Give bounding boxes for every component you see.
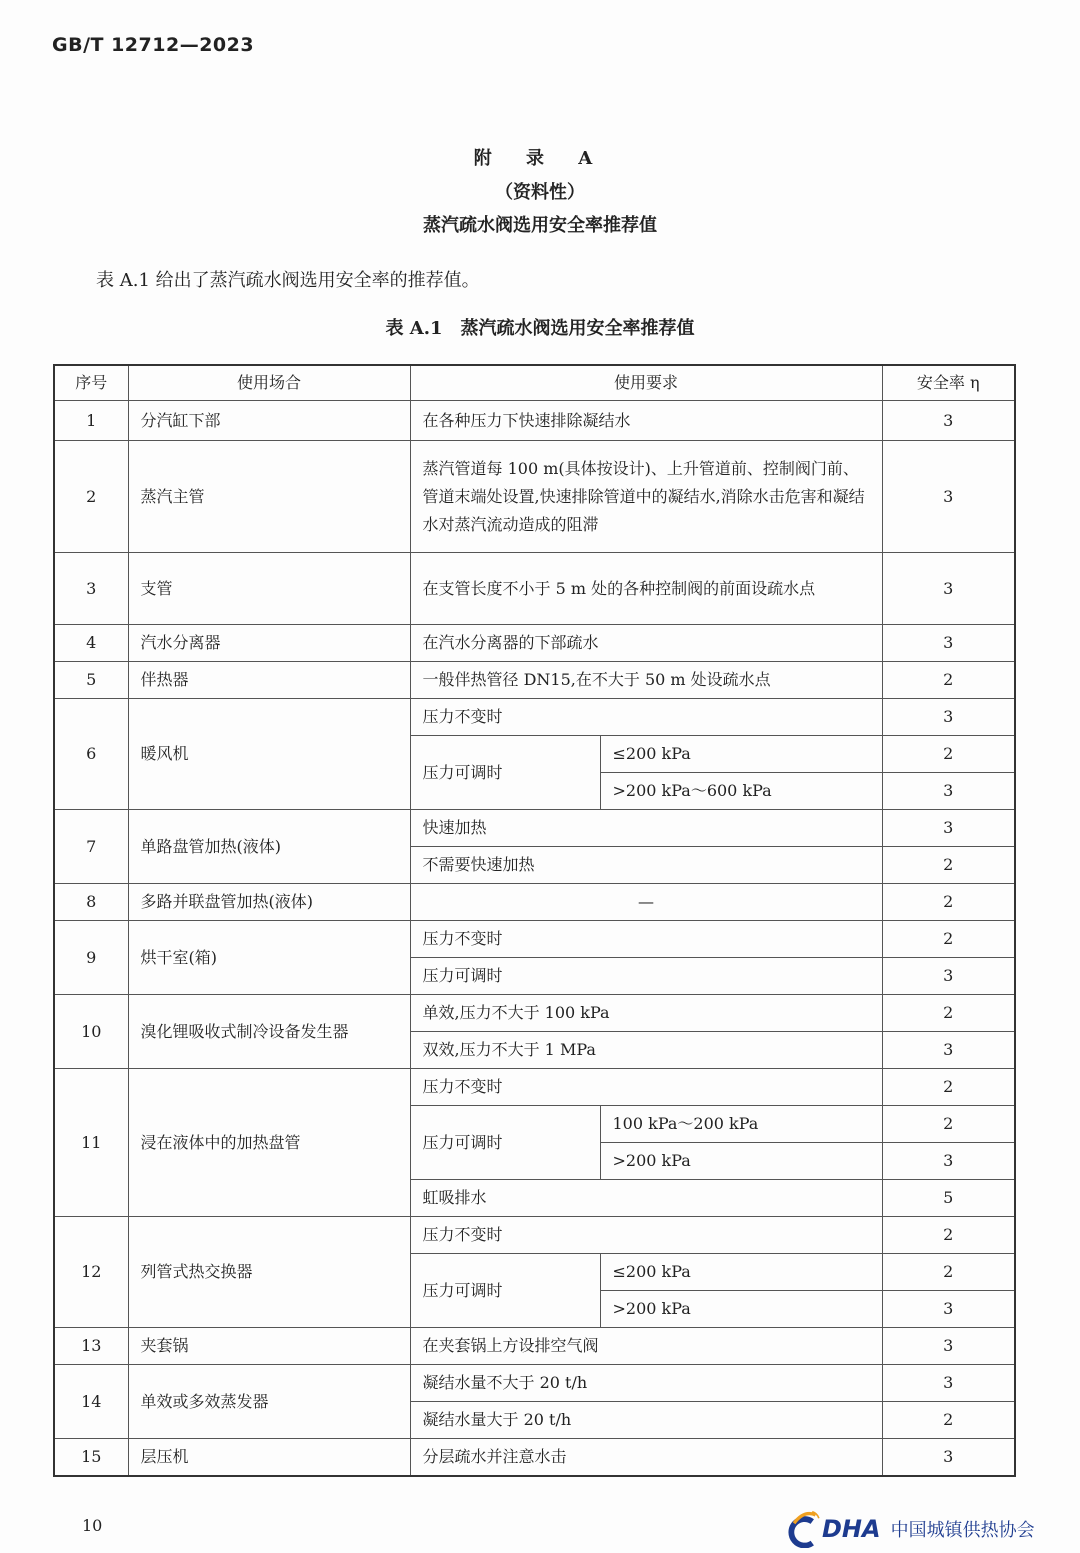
intro-text: 表 A.1 给出了蒸汽疏水阀选用安全率的推荐值。 — [96, 270, 480, 291]
table-row — [54, 441, 1015, 553]
logo-org-name: 中国城镇供热协会 — [890, 1520, 1035, 1541]
safety-factor-table — [53, 364, 1016, 1477]
safety-rate: 3 — [882, 699, 1015, 736]
row-number: 9 — [54, 921, 128, 995]
header-requirement: 使用要求 — [410, 365, 882, 401]
usage-requirement: 在汽水分离器的下部疏水 — [410, 625, 882, 662]
table-row — [54, 995, 1015, 1032]
usage-requirement: 快速加热 — [410, 810, 882, 847]
usage-place: 多路并联盘管加热(液体) — [128, 884, 410, 921]
safety-rate: 3 — [882, 441, 1015, 553]
table-row — [54, 699, 1015, 736]
row-number: 12 — [54, 1217, 128, 1328]
table-row — [54, 1217, 1015, 1254]
usage-requirement: 在支管长度不小于 5 m 处的各种控制阀的前面设疏水点 — [410, 553, 882, 625]
row-number: 4 — [54, 625, 128, 662]
usage-requirement: 分层疏水并注意水击 — [410, 1439, 882, 1476]
usage-place: 单效或多效蒸发器 — [128, 1365, 410, 1439]
requirement-condition: ≤200 kPa — [600, 1254, 882, 1291]
cdha-logo — [786, 1510, 1035, 1548]
safety-rate: 3 — [882, 401, 1015, 441]
requirement-condition: >200 kPa — [600, 1291, 882, 1328]
safety-rate: 2 — [882, 736, 1015, 773]
safety-rate: 3 — [882, 1291, 1015, 1328]
safety-rate: 2 — [882, 847, 1015, 884]
appendix-nature: （资料性） — [495, 182, 585, 203]
row-number: 14 — [54, 1365, 128, 1439]
usage-requirement: 一般伴热管径 DN15,在不大于 50 m 处设疏水点 — [410, 662, 882, 699]
usage-requirement: — — [410, 884, 882, 921]
usage-place: 夹套锅 — [128, 1328, 410, 1365]
table-row — [54, 625, 1015, 662]
table-row — [54, 662, 1015, 699]
row-number: 3 — [54, 553, 128, 625]
safety-rate: 2 — [882, 995, 1015, 1032]
usage-place: 烘干室(箱) — [128, 921, 410, 995]
table-row — [54, 1328, 1015, 1365]
requirement-condition: ≤200 kPa — [600, 736, 882, 773]
usage-place: 单路盘管加热(液体) — [128, 810, 410, 884]
row-number: 15 — [54, 1439, 128, 1476]
safety-rate: 2 — [882, 1254, 1015, 1291]
safety-rate: 3 — [882, 553, 1015, 625]
usage-place: 暖风机 — [128, 699, 410, 810]
usage-requirement: 在各种压力下快速排除凝结水 — [410, 401, 882, 441]
safety-rate: 3 — [882, 1143, 1015, 1180]
requirement-condition: >200 kPa～600 kPa — [600, 773, 882, 810]
usage-requirement: 压力可调时 — [410, 958, 882, 995]
appendix-name: 蒸汽疏水阀选用安全率推荐值 — [423, 215, 657, 236]
usage-requirement: 凝结水量大于 20 t/h — [410, 1402, 882, 1439]
header-place: 使用场合 — [128, 365, 410, 401]
usage-place: 伴热器 — [128, 662, 410, 699]
table-row — [54, 1069, 1015, 1106]
requirement-condition: 100 kPa～200 kPa — [600, 1106, 882, 1143]
usage-place: 分汽缸下部 — [128, 401, 410, 441]
safety-rate: 3 — [882, 958, 1015, 995]
table-caption: 表 A.1 蒸汽疏水阀选用安全率推荐值 — [385, 318, 695, 339]
row-number: 11 — [54, 1069, 128, 1217]
logo-abbr: DHA — [822, 1515, 881, 1543]
table-row — [54, 401, 1015, 441]
usage-requirement: 虹吸排水 — [410, 1180, 882, 1217]
usage-requirement: 压力不变时 — [410, 699, 882, 736]
usage-place: 支管 — [128, 553, 410, 625]
safety-rate: 2 — [882, 884, 1015, 921]
safety-rate: 2 — [882, 1217, 1015, 1254]
safety-rate: 3 — [882, 1439, 1015, 1476]
usage-place: 层压机 — [128, 1439, 410, 1476]
usage-place: 列管式热交换器 — [128, 1217, 410, 1328]
usage-requirement: 压力不变时 — [410, 921, 882, 958]
table-row — [54, 553, 1015, 625]
usage-place: 溴化锂吸收式制冷设备发生器 — [128, 995, 410, 1069]
safety-rate: 3 — [882, 810, 1015, 847]
safety-rate: 3 — [882, 1032, 1015, 1069]
safety-rate: 3 — [882, 625, 1015, 662]
usage-requirement: 蒸汽管道每 100 m(具体按设计)、上升管道前、控制阀门前、管道末端处设置,快速排除管道中的凝结水,消除水击危害和凝结水对蒸汽流动造成的阻滞 — [410, 441, 882, 553]
requirement-condition: >200 kPa — [600, 1143, 882, 1180]
usage-requirement: 压力不变时 — [410, 1069, 882, 1106]
logo-arc-icon — [786, 1510, 822, 1548]
safety-rate: 2 — [882, 1402, 1015, 1439]
usage-requirement: 在夹套锅上方设排空气阀 — [410, 1328, 882, 1365]
usage-requirement: 压力不变时 — [410, 1217, 882, 1254]
row-number: 10 — [54, 995, 128, 1069]
appendix-title: 附 录 A — [473, 148, 607, 169]
usage-place: 浸在液体中的加热盘管 — [128, 1069, 410, 1217]
usage-requirement: 双效,压力不大于 1 MPa — [410, 1032, 882, 1069]
safety-rate: 2 — [882, 921, 1015, 958]
usage-requirement: 单效,压力不大于 100 kPa — [410, 995, 882, 1032]
usage-place: 汽水分离器 — [128, 625, 410, 662]
row-number: 13 — [54, 1328, 128, 1365]
row-number: 2 — [54, 441, 128, 553]
row-number: 6 — [54, 699, 128, 810]
safety-rate: 3 — [882, 1365, 1015, 1402]
table-body — [54, 401, 1015, 1476]
table-row — [54, 884, 1015, 921]
table-header-row — [54, 365, 1015, 401]
header-no: 序号 — [54, 365, 128, 401]
safety-rate: 2 — [882, 662, 1015, 699]
table-row — [54, 1439, 1015, 1476]
row-number: 8 — [54, 884, 128, 921]
safety-rate: 2 — [882, 1106, 1015, 1143]
usage-requirement: 压力可调时 — [410, 736, 600, 810]
safety-rate: 2 — [882, 1069, 1015, 1106]
usage-requirement: 不需要快速加热 — [410, 847, 882, 884]
row-number: 1 — [54, 401, 128, 441]
table-row — [54, 1365, 1015, 1402]
standard-number: GB/T 12712—2023 — [52, 34, 255, 56]
row-number: 5 — [54, 662, 128, 699]
usage-requirement: 压力可调时 — [410, 1254, 600, 1328]
usage-requirement: 压力可调时 — [410, 1106, 600, 1180]
usage-place: 蒸汽主管 — [128, 441, 410, 553]
header-rate: 安全率 η — [882, 365, 1015, 401]
page-number: 10 — [82, 1516, 103, 1535]
table-row — [54, 921, 1015, 958]
table-row — [54, 810, 1015, 847]
safety-rate: 3 — [882, 1328, 1015, 1365]
usage-requirement: 凝结水量不大于 20 t/h — [410, 1365, 882, 1402]
safety-rate: 3 — [882, 773, 1015, 810]
row-number: 7 — [54, 810, 128, 884]
safety-rate: 5 — [882, 1180, 1015, 1217]
